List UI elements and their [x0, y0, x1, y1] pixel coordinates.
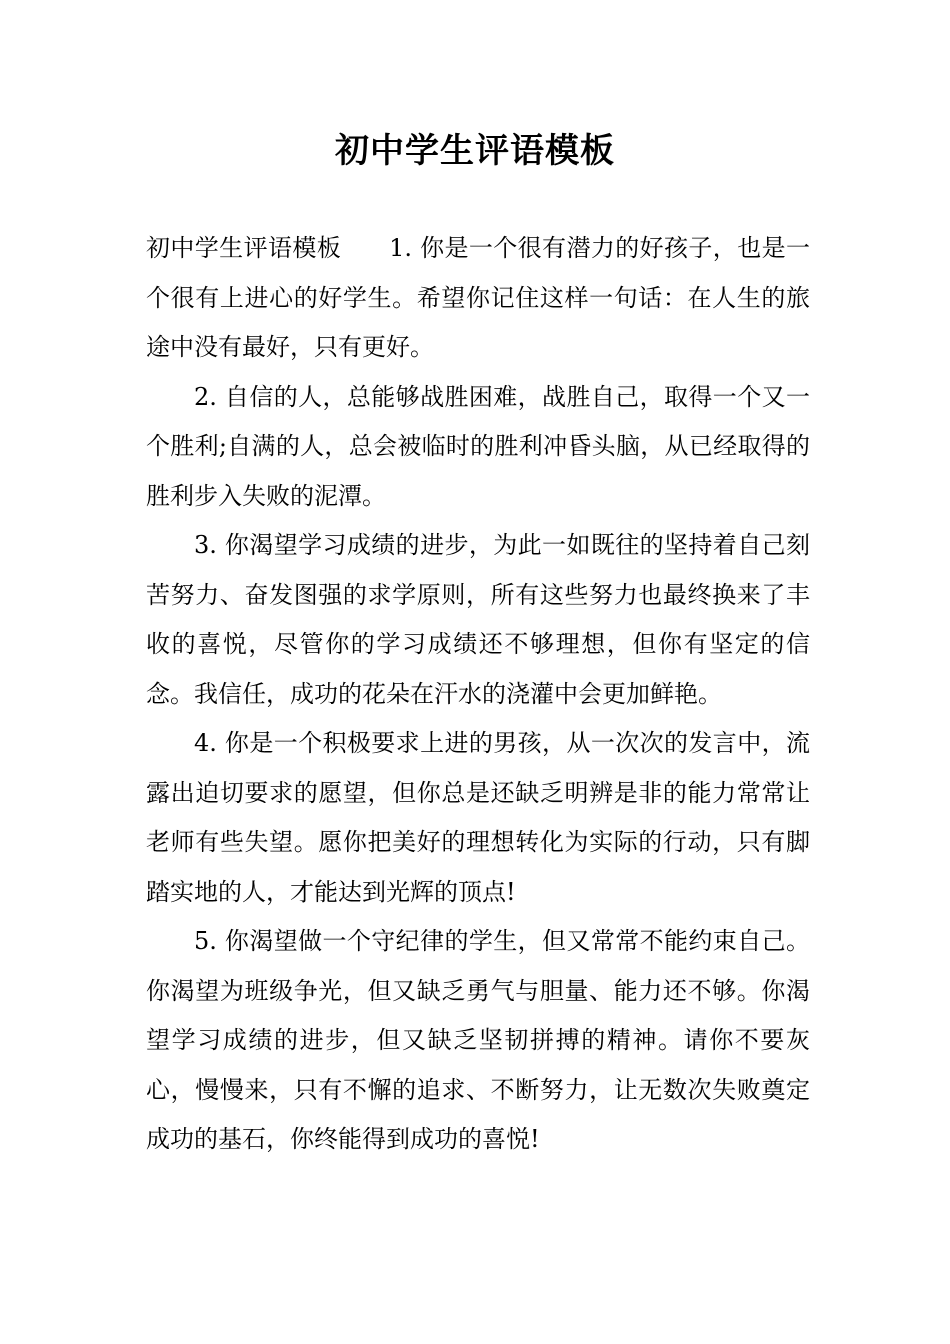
document-body	[146, 224, 810, 1165]
paragraph-5: 5. 你渴望做一个守纪律的学生，但又常常不能约束自己。你渴望为班级争光，但又缺乏勇气与胆量、能力还不够。你渴望学习成绩的进步，但又缺乏坚韧拼搏的精神。请你不要灰心，慢慢来，只有不懈的追求、不断努力，让无数次失败奠定成功的基石，你终能得到成功的喜悦!	[146, 927, 810, 1153]
intro-label: 初中学生评语模板	[146, 234, 342, 262]
paragraph-4: 4. 你是一个积极要求上进的男孩，从一次次的发言中，流露出迫切要求的愿望，但你总是还缺乏明辨是非的能力常常让老师有些失望。愿你把美好的理想转化为实际的行动，只有脚踏实地的人，才能达到光辉的顶点!	[146, 729, 810, 906]
document-title: 初中学生评语模板	[335, 131, 615, 171]
paragraph-1	[146, 224, 810, 373]
paragraph-3: 3. 你渴望学习成绩的进步，为此一如既往的坚持着自己刻苦努力、奋发图强的求学原则，所有这些努力也最终换来了丰收的喜悦，尽管你的学习成绩还不够理想，但你有坚定的信念。我信任，成功的花朵在汗水的浇灌中会更加鲜艳。	[146, 531, 810, 708]
paragraph-text-1: 1. 你是一个很有潜力的好孩子，也是一个很有上进心的好学生。希望你记住这样一句话：在人生的旅途中没有最好，只有更好。	[146, 234, 810, 361]
paragraph-2: 2. 自信的人，总能够战胜困难，战胜自己，取得一个又一个胜利;自满的人，总会被临时的胜利冲昏头脑，从已经取得的胜利步入失败的泥潭。	[146, 382, 810, 510]
